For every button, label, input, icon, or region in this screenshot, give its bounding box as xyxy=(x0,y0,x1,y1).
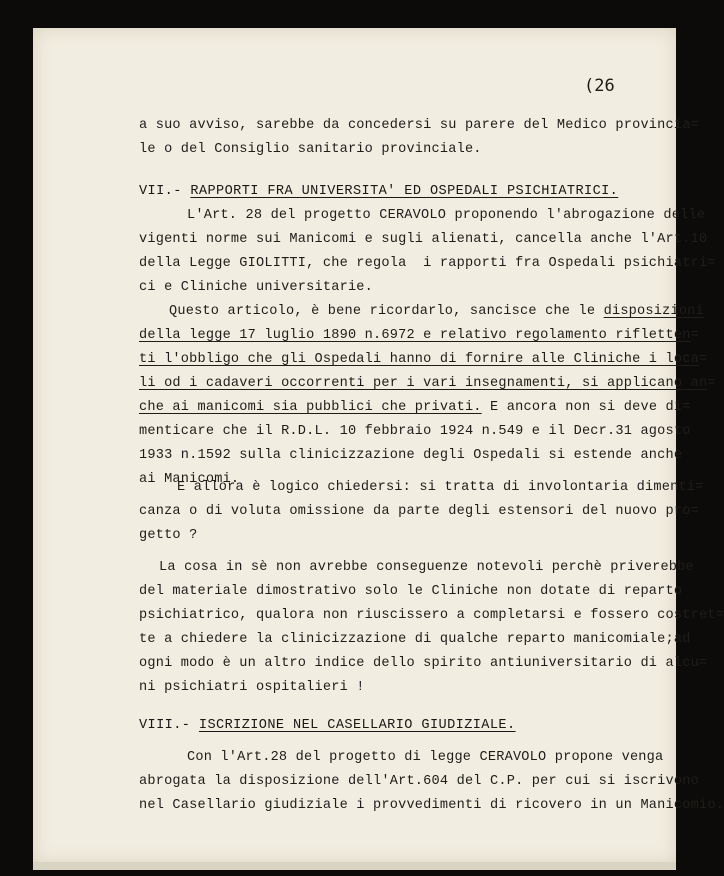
text-line: nel Casellario giudiziale i provvedimenti di ricovero in un Manicomio. xyxy=(139,798,724,813)
text-line: te a chiedere la clinicizzazione di qualche reparto manicomiale;ad xyxy=(139,632,691,647)
text-run: = xyxy=(707,376,716,391)
section-title: ISCRIZIONE NEL CASELLARIO GIUDIZIALE. xyxy=(198,718,516,733)
text-run: = xyxy=(690,328,699,343)
text-line: La cosa in sè non avrebbe conseguenze notevoli perchè priverebbe xyxy=(159,560,694,575)
section-heading-viii xyxy=(139,718,516,733)
underlined-run: li od i cadaveri occorrenti per i vari insegnamenti, si applicano an xyxy=(139,376,708,391)
text-line: abrogata la disposizione dell'Art.604 del C.P. per cui si iscrivono xyxy=(139,774,699,789)
section-title: RAPPORTI FRA UNIVERSITA' ED OSPEDALI PSICHIATRICI. xyxy=(190,184,619,199)
text-line: ci e Cliniche universitarie. xyxy=(139,280,374,295)
underlined-run: della legge 17 luglio 1890 n.6972 e relativo regolamento rifletten xyxy=(139,328,691,343)
text-line: ni psichiatri ospitalieri ! xyxy=(139,680,365,695)
text-line: menticare che il R.D.L. 10 febbraio 1924 n.549 e il Decr.31 agosto xyxy=(139,424,691,439)
text-line: 1933 n.1592 sulla clinicizzazione degli Ospedali si estende anche xyxy=(139,448,683,463)
text-line: L'Art. 28 del progetto CERAVOLO proponendo l'abrogazione delle xyxy=(187,208,706,223)
section-heading-vii xyxy=(139,184,618,199)
text-line: della Legge GIOLITTI, che regola i rapporti fra Ospedali psichiatri= xyxy=(139,256,716,271)
section-number: VII.- xyxy=(139,184,191,199)
text-line: del materiale dimostrativo solo le Cliniche non dotate di reparto xyxy=(139,584,683,599)
text-line: vigenti norme sui Manicomi e sugli alienati, cancella anche l'Art.10 xyxy=(139,232,708,247)
text-line: E allora è logico chiedersi: si tratta di involontaria dimenti= xyxy=(177,480,704,495)
page-number: (26 xyxy=(584,76,615,96)
text-line xyxy=(139,400,691,415)
text-line: ai Manicomi. xyxy=(139,472,240,487)
underlined-run: disposizioni xyxy=(603,304,704,319)
underlined-run: che ai manicomi sia pubblici che privati. xyxy=(139,400,482,415)
text-line: Con l'Art.28 del progetto di legge CERAVOLO propone venga xyxy=(187,750,664,765)
text-line: psichiatrico, qualora non riuscissero a completarsi e fossero costret= xyxy=(139,608,724,623)
underlined-run: ti l'obbligo che gli Ospedali hanno di fornire alle Cliniche i loca xyxy=(139,352,699,367)
text-line xyxy=(139,376,716,391)
text-line: getto ? xyxy=(139,528,198,543)
text-line xyxy=(139,352,707,367)
section-number: VIII.- xyxy=(139,718,199,733)
text-line: ogni modo è un altro indice dello spirito antiuniversitario di alcu= xyxy=(139,656,708,671)
paper-edge xyxy=(33,862,676,870)
text-run: E ancora non si deve di= xyxy=(481,400,691,415)
text-line: a suo avviso, sarebbe da concedersi su parere del Medico provincia= xyxy=(139,118,699,133)
text-line: le o del Consiglio sanitario provinciale. xyxy=(139,142,482,157)
text-line xyxy=(169,304,704,319)
text-run: Questo articolo, è bene ricordarlo, sancisce che le xyxy=(169,304,604,319)
text-line xyxy=(139,328,699,343)
text-run: = xyxy=(698,352,708,367)
text-line: canza o di voluta omissione da parte degli estensori del nuovo pro= xyxy=(139,504,699,519)
